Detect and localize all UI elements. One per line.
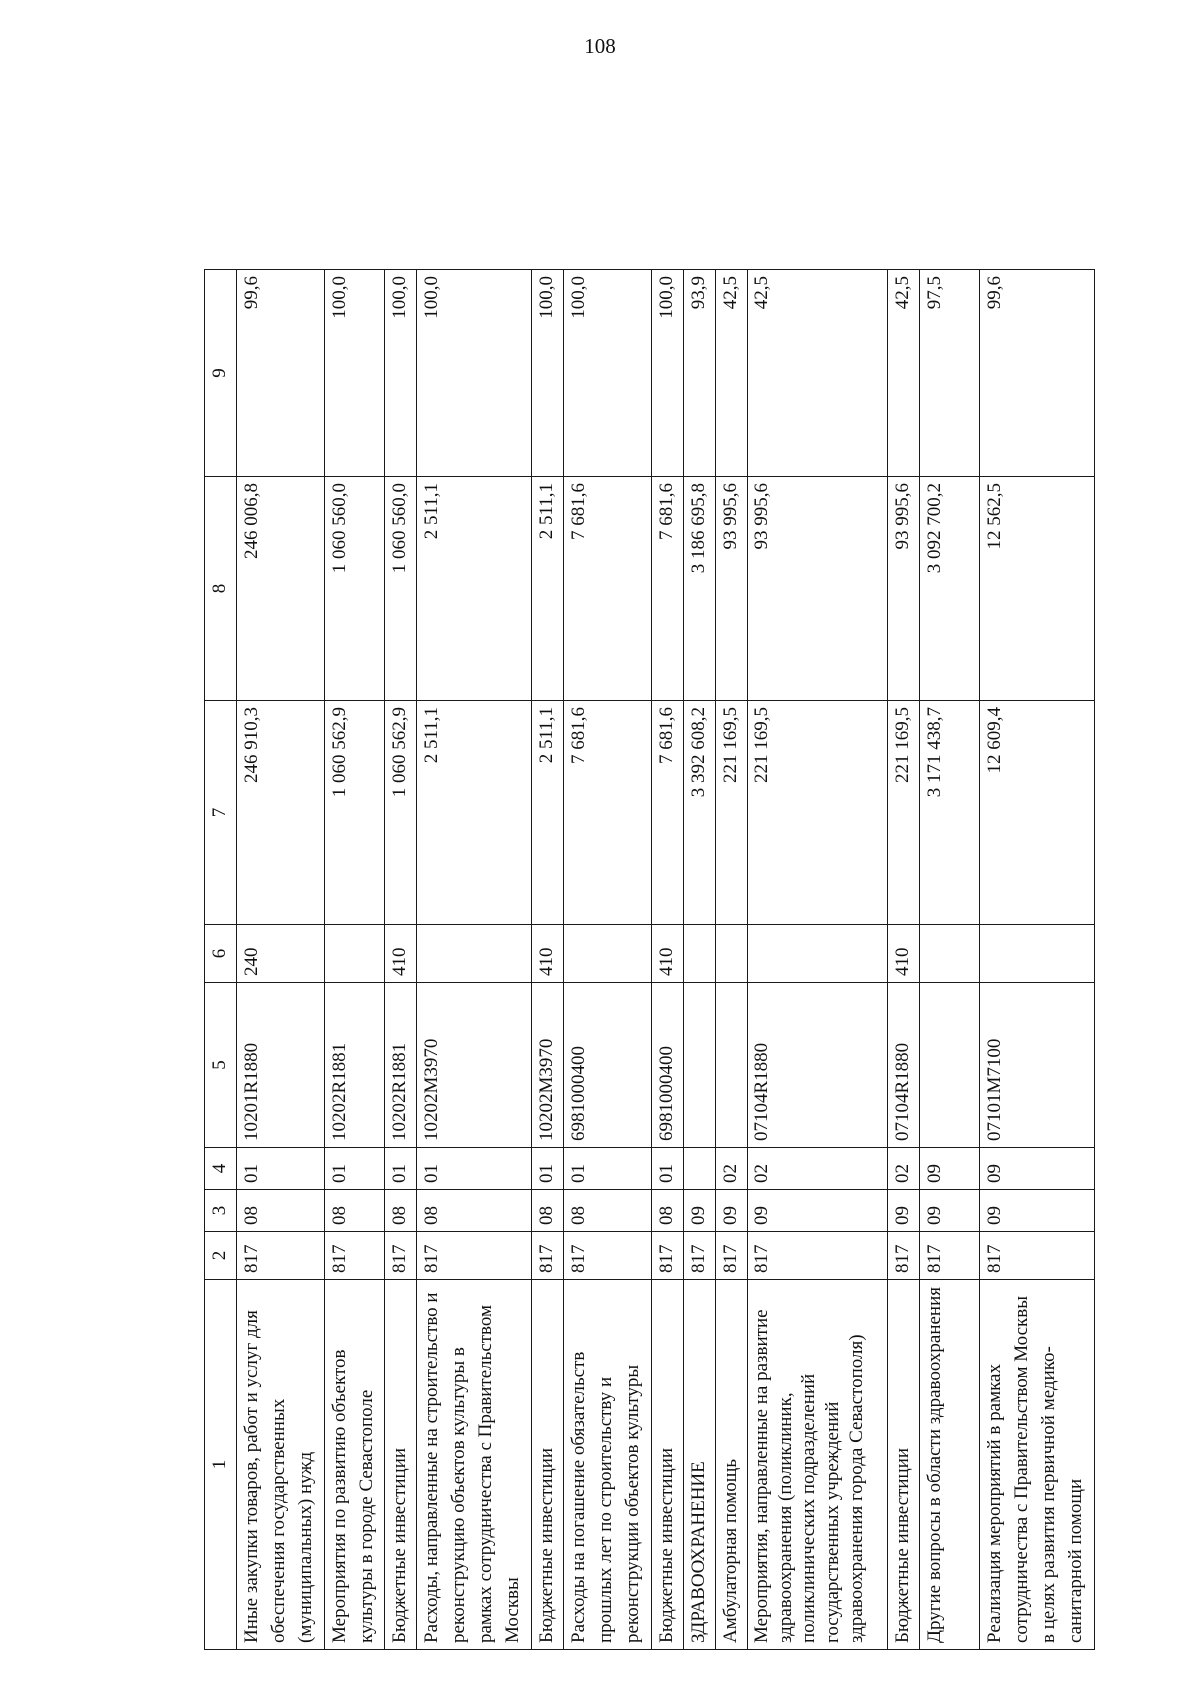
table-row xyxy=(979,270,1094,1650)
row-name: Бюджетные инвестиции xyxy=(384,1280,416,1650)
cell-ved: 817 xyxy=(324,1232,384,1280)
cell-subsection xyxy=(683,1148,715,1190)
cell-section: 08 xyxy=(651,1190,683,1232)
header-row xyxy=(205,270,237,1650)
cell-subsection: 01 xyxy=(384,1148,416,1190)
row-name: Мероприятия по развитию объектов культуры в городе Севастополе xyxy=(324,1280,384,1650)
row-name: Бюджетные инвестиции xyxy=(887,1280,919,1650)
cell-target-code: 07101M7100 xyxy=(979,983,1094,1148)
column-header: 6 xyxy=(205,925,237,983)
cell-executed: 12 562,5 xyxy=(979,477,1094,701)
cell-target-code: 6981000400 xyxy=(651,983,683,1148)
cell-ved: 817 xyxy=(683,1232,715,1280)
rotated-table-container xyxy=(204,270,1092,1650)
table-row xyxy=(683,270,715,1650)
cell-ved: 817 xyxy=(979,1232,1094,1280)
cell-target-code: 10202M3970 xyxy=(416,983,531,1148)
cell-executed: 93 995,6 xyxy=(747,477,887,701)
cell-planned: 2 511,1 xyxy=(416,701,531,925)
row-name: Реализация мероприятий в рамках сотрудничества с Правительством Москвы в целях развития первичной медико-санитарной помощи xyxy=(979,1280,1094,1650)
table-row xyxy=(236,270,324,1650)
table-row xyxy=(919,270,979,1650)
row-name: Другие вопросы в области здравоохранения xyxy=(919,1280,979,1650)
cell-expense-type: 240 xyxy=(236,925,324,983)
table-row xyxy=(324,270,384,1650)
cell-expense-type xyxy=(416,925,531,983)
cell-ved: 817 xyxy=(887,1232,919,1280)
cell-ved: 817 xyxy=(651,1232,683,1280)
cell-section: 08 xyxy=(324,1190,384,1232)
row-name: ЗДРАВООХРАНЕНИЕ xyxy=(683,1280,715,1650)
table-row xyxy=(651,270,683,1650)
cell-subsection: 02 xyxy=(747,1148,887,1190)
cell-planned: 3 171 438,7 xyxy=(919,701,979,925)
cell-ved: 817 xyxy=(563,1232,651,1280)
cell-target-code: 10202R1881 xyxy=(384,983,416,1148)
cell-ved: 817 xyxy=(384,1232,416,1280)
cell-percent: 97,5 xyxy=(919,270,979,477)
cell-planned: 3 392 608,2 xyxy=(683,701,715,925)
column-header: 3 xyxy=(205,1190,237,1232)
cell-percent: 100,0 xyxy=(416,270,531,477)
cell-planned: 7 681,6 xyxy=(563,701,651,925)
cell-planned: 221 169,5 xyxy=(887,701,919,925)
table-row xyxy=(416,270,531,1650)
cell-expense-type xyxy=(747,925,887,983)
page-number: 108 xyxy=(584,34,616,58)
cell-subsection: 01 xyxy=(651,1148,683,1190)
cell-executed: 246 006,8 xyxy=(236,477,324,701)
cell-planned: 1 060 562,9 xyxy=(324,701,384,925)
cell-expense-type xyxy=(979,925,1094,983)
budget-table xyxy=(204,269,1095,1650)
column-header: 9 xyxy=(205,270,237,477)
cell-percent: 100,0 xyxy=(651,270,683,477)
cell-planned: 2 511,1 xyxy=(531,701,563,925)
table-row xyxy=(563,270,651,1650)
cell-expense-type xyxy=(715,925,747,983)
row-name: Амбулаторная помощь xyxy=(715,1280,747,1650)
cell-percent: 100,0 xyxy=(531,270,563,477)
cell-target-code: 6981000400 xyxy=(563,983,651,1148)
cell-target-code: 10202M3970 xyxy=(531,983,563,1148)
cell-executed: 3 186 695,8 xyxy=(683,477,715,701)
row-name: Расходы, направленные на строительство и реконструкцию объектов культуры в рамках сотрудничества с Правительством Москвы xyxy=(416,1280,531,1650)
cell-target-code: 07104R1880 xyxy=(747,983,887,1148)
cell-section: 09 xyxy=(715,1190,747,1232)
cell-target-code: 10201R1880 xyxy=(236,983,324,1148)
cell-target-code: 07104R1880 xyxy=(887,983,919,1148)
column-header: 7 xyxy=(205,701,237,925)
cell-section: 08 xyxy=(563,1190,651,1232)
cell-percent: 99,6 xyxy=(236,270,324,477)
cell-subsection: 01 xyxy=(531,1148,563,1190)
cell-ved: 817 xyxy=(715,1232,747,1280)
cell-subsection: 01 xyxy=(236,1148,324,1190)
cell-planned: 221 169,5 xyxy=(715,701,747,925)
row-name: Расходы на погашение обязательств прошлых лет по строительству и реконструкции объектов культуры xyxy=(563,1280,651,1650)
cell-percent: 42,5 xyxy=(887,270,919,477)
cell-percent: 42,5 xyxy=(747,270,887,477)
cell-subsection: 01 xyxy=(563,1148,651,1190)
cell-planned: 12 609,4 xyxy=(979,701,1094,925)
column-header: 5 xyxy=(205,983,237,1148)
column-header: 8 xyxy=(205,477,237,701)
cell-target-code xyxy=(683,983,715,1148)
cell-section: 09 xyxy=(919,1190,979,1232)
table-row xyxy=(887,270,919,1650)
cell-percent: 100,0 xyxy=(384,270,416,477)
cell-section: 08 xyxy=(416,1190,531,1232)
cell-section: 09 xyxy=(887,1190,919,1232)
table-row xyxy=(747,270,887,1650)
cell-planned: 246 910,3 xyxy=(236,701,324,925)
table-row xyxy=(531,270,563,1650)
cell-executed: 1 060 560,0 xyxy=(384,477,416,701)
cell-ved: 817 xyxy=(747,1232,887,1280)
cell-percent: 93,9 xyxy=(683,270,715,477)
table-row xyxy=(384,270,416,1650)
cell-executed: 7 681,6 xyxy=(563,477,651,701)
cell-percent: 99,6 xyxy=(979,270,1094,477)
cell-executed: 3 092 700,2 xyxy=(919,477,979,701)
cell-percent: 42,5 xyxy=(715,270,747,477)
column-header: 1 xyxy=(205,1280,237,1650)
cell-expense-type: 410 xyxy=(384,925,416,983)
cell-executed: 2 511,1 xyxy=(531,477,563,701)
cell-executed: 93 995,6 xyxy=(887,477,919,701)
row-name: Бюджетные инвестиции xyxy=(531,1280,563,1650)
table-row xyxy=(715,270,747,1650)
column-header: 4 xyxy=(205,1148,237,1190)
cell-target-code xyxy=(715,983,747,1148)
cell-section: 09 xyxy=(979,1190,1094,1232)
cell-planned: 7 681,6 xyxy=(651,701,683,925)
cell-target-code xyxy=(919,983,979,1148)
cell-expense-type: 410 xyxy=(887,925,919,983)
cell-expense-type xyxy=(919,925,979,983)
cell-ved: 817 xyxy=(236,1232,324,1280)
cell-ved: 817 xyxy=(416,1232,531,1280)
cell-subsection: 02 xyxy=(715,1148,747,1190)
cell-planned: 221 169,5 xyxy=(747,701,887,925)
cell-section: 09 xyxy=(747,1190,887,1232)
cell-expense-type xyxy=(563,925,651,983)
cell-ved: 817 xyxy=(919,1232,979,1280)
cell-percent: 100,0 xyxy=(563,270,651,477)
cell-executed: 93 995,6 xyxy=(715,477,747,701)
cell-subsection: 01 xyxy=(416,1148,531,1190)
cell-expense-type xyxy=(683,925,715,983)
cell-section: 08 xyxy=(384,1190,416,1232)
row-name: Бюджетные инвестиции xyxy=(651,1280,683,1650)
cell-expense-type: 410 xyxy=(531,925,563,983)
cell-target-code: 10202R1881 xyxy=(324,983,384,1148)
cell-expense-type xyxy=(324,925,384,983)
cell-section: 09 xyxy=(683,1190,715,1232)
row-name: Иные закупки товаров, работ и услуг для обеспечения государственных (муниципальных) нужд xyxy=(236,1280,324,1650)
cell-expense-type: 410 xyxy=(651,925,683,983)
cell-executed: 2 511,1 xyxy=(416,477,531,701)
cell-percent: 100,0 xyxy=(324,270,384,477)
cell-executed: 1 060 560,0 xyxy=(324,477,384,701)
column-header: 2 xyxy=(205,1232,237,1280)
cell-subsection: 01 xyxy=(324,1148,384,1190)
cell-subsection: 02 xyxy=(887,1148,919,1190)
cell-ved: 817 xyxy=(531,1232,563,1280)
cell-section: 08 xyxy=(236,1190,324,1232)
cell-planned: 1 060 562,9 xyxy=(384,701,416,925)
cell-subsection: 09 xyxy=(919,1148,979,1190)
cell-section: 08 xyxy=(531,1190,563,1232)
cell-subsection: 09 xyxy=(979,1148,1094,1190)
cell-executed: 7 681,6 xyxy=(651,477,683,701)
row-name: Мероприятия, направленные на развитие здравоохранения (поликлиник, поликлинических подразделений государственных учреждений здравоохранения города Севастополя) xyxy=(747,1280,887,1650)
